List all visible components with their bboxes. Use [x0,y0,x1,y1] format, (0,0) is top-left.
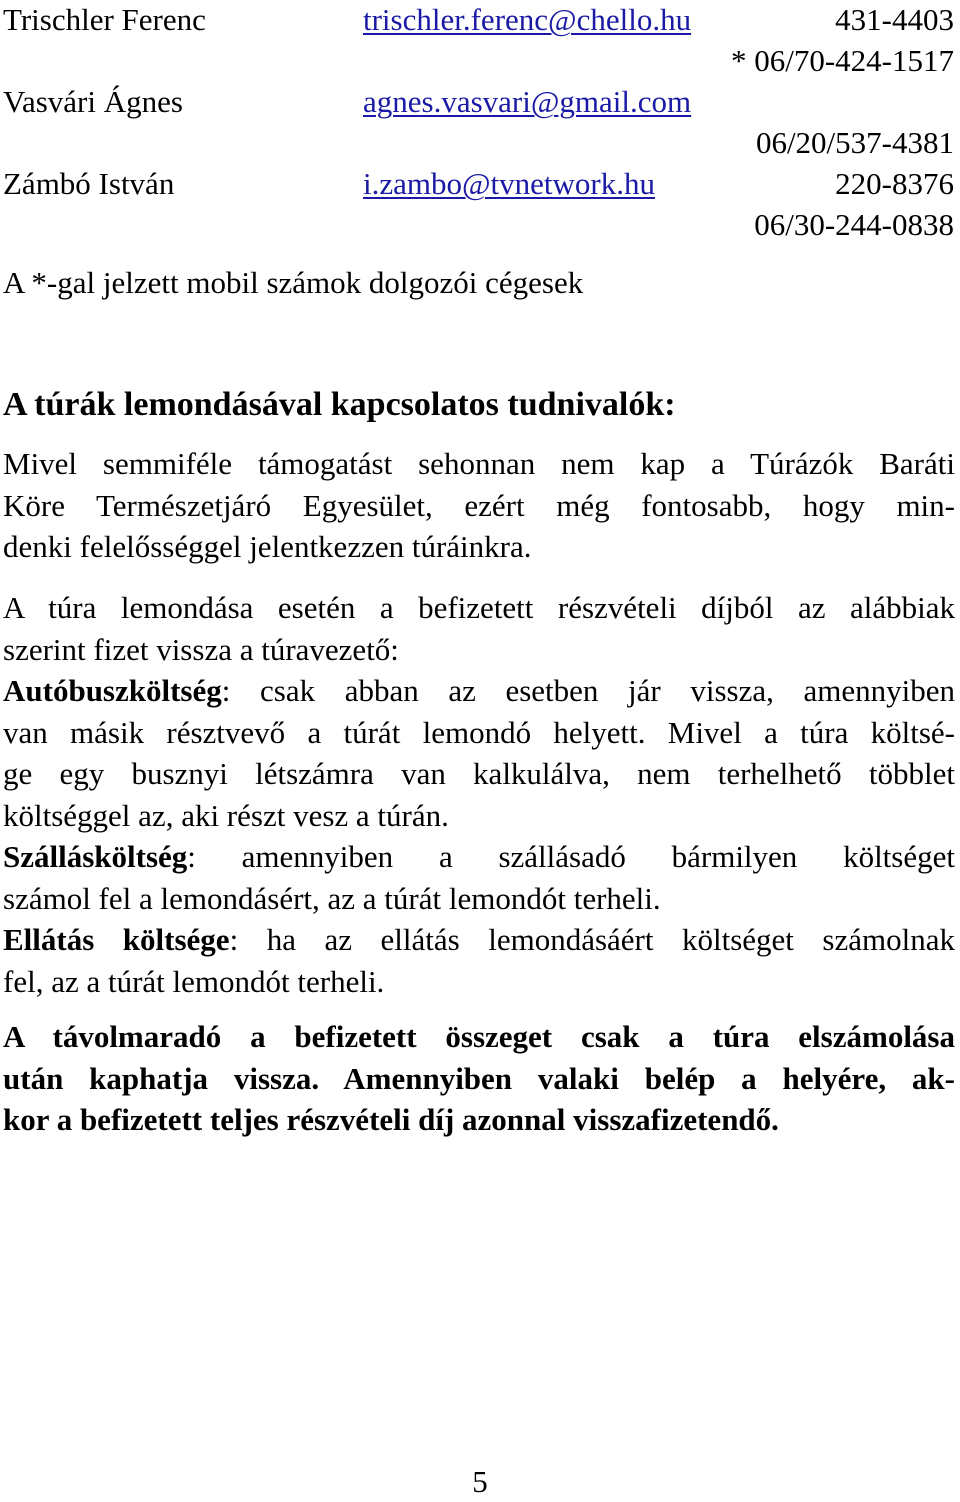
text-line: ge egy busznyi létszámra van kalkulálva, nem terhelhető többlet [3,756,955,791]
contact-mobile: 06/20/537-4381 [755,125,954,160]
text-line: szerint fizet vissza a túravezető: [3,631,399,667]
contact-name: Trischler Ferenc [3,2,206,37]
refund-paragraph [3,587,955,1002]
text-line: A túra lemondása esetén a befizetett részvételi díjból az alábbiak [3,590,955,625]
contact-name: Vasvári Ágnes [3,84,183,119]
contact-row-secondary [0,41,960,81]
mobile-numbers-note: A *-gal jelzett mobil számok dolgozói cégesek [3,265,584,300]
text-fragment: : csak abban az esetben jár vissza, amennyiben [221,673,955,708]
text-line: denki felelősséggel jelentkezzen túráinkra. [3,529,532,564]
contact-row-secondary [0,205,960,245]
text-line: A távolmaradó a befizetett összeget csak a túra elszámolása [3,1019,955,1054]
contact-row-secondary [0,123,960,163]
text-fragment: : amennyiben a szállásadó bármilyen költséget [187,839,955,874]
contact-phone: 431-4403 [835,2,954,37]
food-cost-label: Ellátás költsége [3,922,230,957]
contact-name: Zámbó István [3,166,175,201]
final-paragraph [3,1016,955,1141]
text-line: kor a befizetett teljes részvételi díj azonnal visszafizetendő. [3,1102,779,1137]
contact-mobile: 06/30-244-0838 [754,207,954,242]
section-heading: A túrák lemondásával kapcsolatos tudnivalók: [3,386,676,423]
text-line: fel, az a túrát lemondót terheli. [3,963,385,999]
contact-email-link[interactable]: agnes.vasvari@gmail.com [363,84,692,119]
text-line: költséggel az, aki részt vesz a túrán. [3,797,449,833]
contact-email-link[interactable]: i.zambo@tvnetwork.hu [363,166,655,201]
bus-cost-line [3,670,955,712]
lodging-cost-label: Szállásköltség [3,839,188,874]
text-line: után kaphatja vissza. Amennyiben valaki belép a helyére, ak- [3,1060,955,1096]
contact-row [0,82,960,122]
lodging-cost-line [3,836,955,878]
contact-row [0,164,960,204]
text-line: van másik résztvevő a túrát lemondó helyett. Mivel a túra költsé- [3,714,955,750]
contact-phone: 220-8376 [835,166,954,201]
page-number: 5 [472,1464,488,1499]
text-line: számol fel a lemondásért, az a túrát lemondót terheli. [3,880,661,916]
contact-row [0,0,960,40]
text-line: Köre Természetjáró Egyesület, ezért még fontosabb, hogy min- [3,487,955,523]
text-fragment: : ha az ellátás lemondásáért költséget számolnak [229,922,955,957]
bus-cost-label: Autóbuszköltség [3,673,222,708]
intro-paragraph [3,443,955,568]
food-cost-line [3,919,955,961]
contact-email-link[interactable]: trischler.ferenc@chello.hu [363,2,692,37]
text-line: Mivel semmiféle támogatást sehonnan nem kap a Túrázók Baráti [3,446,955,481]
contact-mobile: * 06/70-424-1517 [730,43,954,78]
